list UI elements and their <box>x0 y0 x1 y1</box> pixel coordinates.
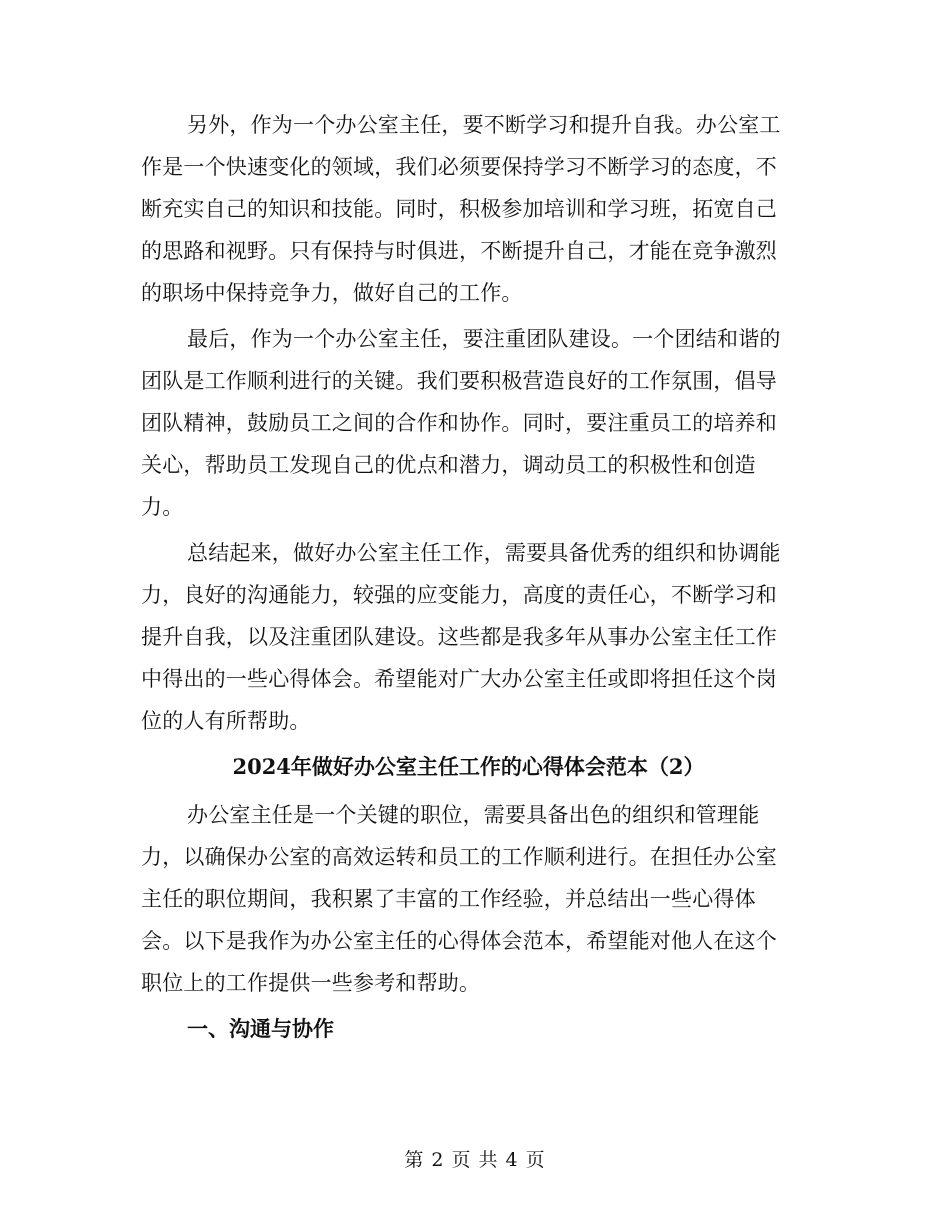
text-line: 总结起来，做好办公室主任工作，需要具备优秀的组织和协调能 <box>187 541 781 565</box>
text-line: 最后，作为一个办公室主任，要注重团队建设。一个团结和谐的 <box>187 327 781 351</box>
text-line: 的思路和视野。只有保持与时俱进，不断提升自己，才能在竞争激烈 <box>141 239 777 263</box>
text-line: 断充实自己的知识和技能。同时，积极参加培训和学习班，拓宽自己 <box>141 197 777 221</box>
text-line: 位的人有所帮助。 <box>141 709 311 733</box>
text-line: 会。以下是我作为办公室主任的心得体会范本，希望能对他人在这个 <box>141 929 777 953</box>
text-line: 团队精神，鼓励员工之间的合作和协作。同时，要注重员工的培养和 <box>141 411 777 435</box>
document-body <box>141 104 796 1050</box>
text-line: 力。 <box>141 495 184 519</box>
text-line: 力，良好的沟通能力，较强的应变能力，高度的责任心，不断学习和 <box>141 583 777 607</box>
text-line: 的职场中保持竞争力，做好自己的工作。 <box>141 281 523 305</box>
text-line: 职位上的工作提供一些参考和帮助。 <box>141 971 481 995</box>
paragraph-intro <box>141 794 796 1004</box>
text-line: 力，以确保办公室的高效运转和员工的工作顺利进行。在担任办公室 <box>141 845 777 869</box>
text-line: 中得出的一些心得体会。希望能对广大办公室主任或即将担任这个岗 <box>141 667 777 691</box>
text-line: 团队是工作顺利进行的关键。我们要积极营造良好的工作氛围，倡导 <box>141 369 777 393</box>
text-line: 作是一个快速变化的领域，我们必须要保持学习不断学习的态度，不 <box>141 155 777 179</box>
paragraph-summary <box>141 532 796 742</box>
text-line: 办公室主任是一个关键的职位，需要具备出色的组织和管理能 <box>187 803 760 827</box>
document-title: 2024年做好办公室主任工作的心得体会范本（2） <box>232 754 705 779</box>
page-number-footer: 第 2 页 共 4 页 <box>404 1149 546 1171</box>
text-line: 另外，作为一个办公室主任，要不断学习和提升自我。办公室工 <box>187 113 781 137</box>
text-line: 提升自我，以及注重团队建设。这些都是我多年从事办公室主任工作 <box>141 625 777 649</box>
paragraph-self-improvement <box>141 104 796 314</box>
paragraph-team-building <box>141 318 796 528</box>
text-line: 关心，帮助员工发现自己的优点和潜力，调动员工的积极性和创造 <box>141 453 756 477</box>
section-heading: 一、沟通与协作 <box>187 1016 334 1041</box>
text-line: 主任的职位期间，我积累了丰富的工作经验，并总结出一些心得体 <box>141 887 756 911</box>
